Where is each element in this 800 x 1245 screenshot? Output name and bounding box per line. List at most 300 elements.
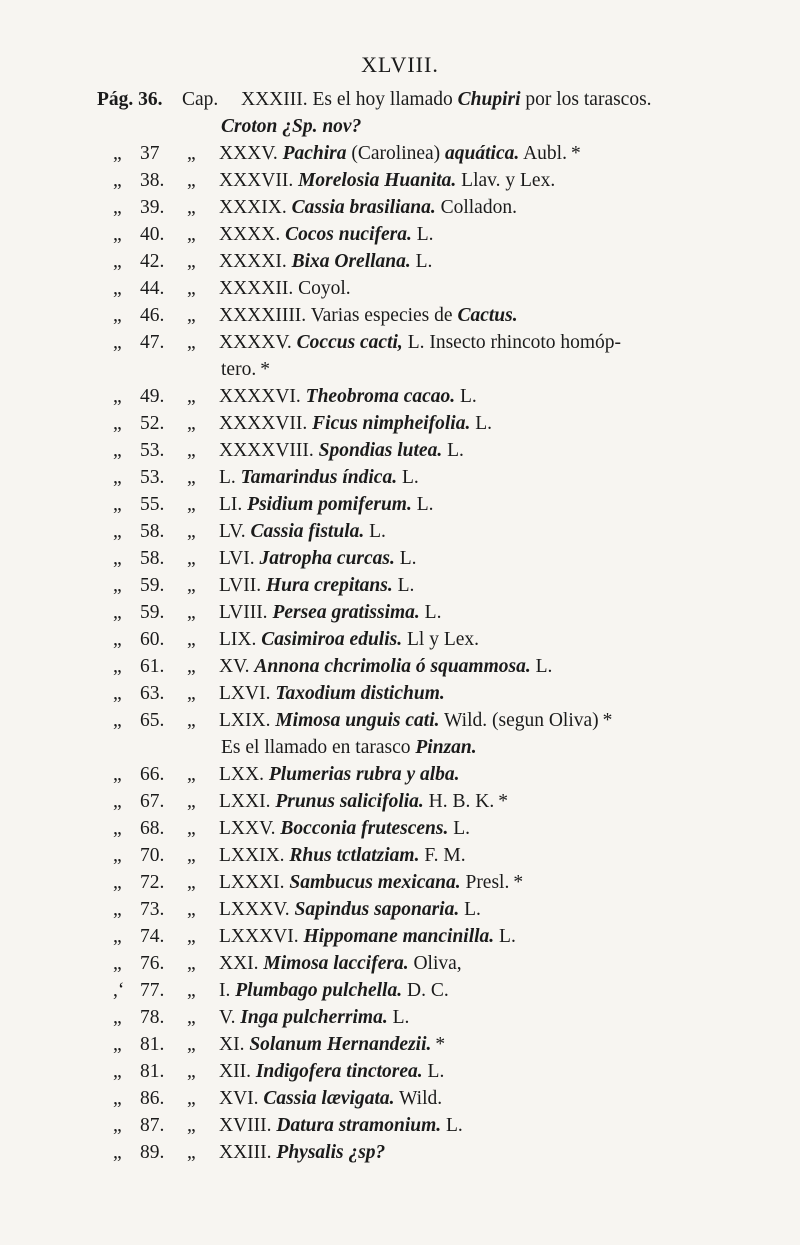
entry-text-after: Llav. y Lex. <box>456 170 556 191</box>
ditto-mark: „ <box>113 1007 122 1028</box>
entry-text-italic: Hura crepitans. <box>265 575 393 596</box>
ditto-mark: „ <box>113 926 122 947</box>
entry-text-plain: Es el llamado en tarasco <box>221 737 416 758</box>
ditto-mark: „ <box>187 899 196 920</box>
entry-text-italic: Coccus cacti, <box>296 332 403 353</box>
entry-row <box>0 1004 800 1031</box>
entry-continuation <box>0 734 800 761</box>
ditto-mark: „ <box>113 305 122 326</box>
page-number: 65. <box>140 710 165 731</box>
entry-text-plain: LXXV. <box>219 818 281 839</box>
ditto-mark: „ <box>187 764 196 785</box>
entry-text-plain: XXXV. <box>219 143 283 164</box>
entry-text <box>219 140 581 167</box>
entry-text <box>219 1058 444 1085</box>
entry-text-italic: Cassia brasiliana. <box>291 197 436 218</box>
entry-text <box>219 275 351 302</box>
ditto-mark: „ <box>187 170 196 191</box>
entry-first <box>0 86 800 113</box>
entry-text-after: L. <box>494 926 516 947</box>
entry-text-plain: LIX. <box>219 629 262 650</box>
entry-text <box>219 842 466 869</box>
entry-text-italic: Sambucus mexicana. <box>289 872 461 893</box>
ditto-mark: „ <box>187 656 196 677</box>
entry-row <box>0 761 800 788</box>
entry-row <box>0 815 800 842</box>
ditto-mark: „ <box>113 386 122 407</box>
entry-text-plain: LXXXI. <box>219 872 290 893</box>
cap-label: Cap. <box>182 89 219 110</box>
ditto-mark: „ <box>187 332 196 353</box>
ditto-mark: „ <box>187 521 196 542</box>
entry-text-italic: Prunus salicifolia. <box>275 791 424 812</box>
entry-text-italic: Spondias lutea. <box>318 440 443 461</box>
page-number: 61. <box>140 656 165 677</box>
ditto-mark: „ <box>113 170 122 191</box>
entry-text-plain: LXX. <box>219 764 269 785</box>
entry-row <box>0 221 800 248</box>
page-number: 74. <box>140 926 165 947</box>
entry-text-after: Wild. (segun Oliva) <box>439 710 599 731</box>
entry-text-italic: Datura stramonium. <box>276 1115 442 1136</box>
entry-text-after: F. M. <box>419 845 466 866</box>
ditto-mark: „ <box>187 1115 196 1136</box>
entry-text-plain: LVI. <box>219 548 260 569</box>
ditto-mark: „ <box>113 467 122 488</box>
entry-text-after: Oliva, <box>408 953 462 974</box>
entry-text <box>219 248 432 275</box>
ditto-mark: „ <box>113 278 122 299</box>
entry-text-italic: Rhus tctlatziam. <box>289 845 420 866</box>
entry-text <box>219 788 508 815</box>
entry-text-italic: Chupiri <box>457 89 521 110</box>
entry-text <box>219 572 414 599</box>
ditto-mark: „ <box>187 575 196 596</box>
entry-text-plain: I. <box>219 980 236 1001</box>
asterisk-mark: * <box>498 791 508 812</box>
asterisk-mark: * <box>513 872 524 893</box>
entry-text-after-2: Aubl. <box>519 143 567 164</box>
entry-row <box>0 680 800 707</box>
entry-text-italic: Taxodium distichum. <box>275 683 445 704</box>
page-number: 78. <box>140 1007 165 1028</box>
page-header: XLVIII. <box>361 52 439 77</box>
entry-text-after: L. <box>419 602 442 623</box>
entry-text-plain: XXXXVII. <box>219 413 313 434</box>
entry-text-plain: LXVI. <box>219 683 276 704</box>
page-number: 44. <box>140 278 165 299</box>
ditto-mark: „ <box>113 872 122 893</box>
entry-text <box>219 329 621 356</box>
entry-text-plain: LVII. <box>219 575 266 596</box>
page-number: 55. <box>140 494 165 515</box>
entry-text-after: H. B. K. <box>423 791 495 812</box>
page-number: 53. <box>140 440 165 461</box>
entry-text <box>219 302 518 329</box>
entry-row <box>0 545 800 572</box>
ditto-mark: „ <box>187 629 196 650</box>
entry-text <box>219 869 523 896</box>
entry-text-plain: XXXVII. <box>219 170 299 191</box>
ditto-mark: „ <box>187 683 196 704</box>
ditto-mark: „ <box>113 1034 122 1055</box>
entry-text-plain: V. <box>219 1007 241 1028</box>
entry-row <box>0 869 800 896</box>
entry-row <box>0 1139 800 1166</box>
page-number: 59. <box>140 575 165 596</box>
asterisk-mark: * <box>260 359 270 380</box>
entry-row <box>0 950 800 977</box>
entry-text-plain: XII. <box>219 1061 256 1082</box>
entry-row <box>0 1031 800 1058</box>
entry-text-italic: Annona chcrimolia ó squammosa. <box>254 656 531 677</box>
entry-row <box>0 1058 800 1085</box>
page-number: 63. <box>140 683 165 704</box>
entry-text-after: L. <box>364 521 386 542</box>
page-number: 52. <box>140 413 165 434</box>
entry-text <box>221 356 270 383</box>
entry-text-plain: LXXI. <box>219 791 276 812</box>
entry-text <box>219 1085 442 1112</box>
page-number: 49. <box>140 386 165 407</box>
page-number: 81. <box>140 1034 165 1055</box>
entry-text-after: L. <box>459 899 481 920</box>
entry-text-italic: Physalis ¿sp? <box>276 1142 386 1163</box>
ditto-mark: „ <box>187 1061 196 1082</box>
ditto-mark: „ <box>113 143 122 164</box>
entry-text-plain: LVIII. <box>219 602 273 623</box>
ditto-mark: „ <box>113 1142 122 1163</box>
entry-row <box>0 977 800 1004</box>
asterisk-mark: * <box>435 1034 446 1055</box>
entry-text-italic: Cocos nucifera. <box>285 224 412 245</box>
entry-text-italic: Hippomane mancinilla. <box>303 926 495 947</box>
page-number: 68. <box>140 818 165 839</box>
entry-text-plain: XXXXVIII. <box>219 440 319 461</box>
page-number: 53. <box>140 467 165 488</box>
ditto-mark: „ <box>187 548 196 569</box>
entry-text-after: L. <box>422 1061 445 1082</box>
entry-row <box>0 491 800 518</box>
entry-row <box>0 896 800 923</box>
entry-text <box>219 545 417 572</box>
entry-text-italic: Ficus nimpheifolia. <box>312 413 471 434</box>
page-number: 58. <box>140 548 165 569</box>
ditto-mark: „ <box>187 386 196 407</box>
entry-text <box>219 599 441 626</box>
entry-text <box>219 1031 445 1058</box>
ditto-mark: „ <box>113 197 122 218</box>
ditto-mark: „ <box>187 197 196 218</box>
page-number: 39. <box>140 197 165 218</box>
ditto-mark: „ <box>113 440 122 461</box>
entry-text-after: por los tarascos. <box>520 89 652 110</box>
ditto-mark: „ <box>113 629 122 650</box>
entry-text-plain: tero. <box>221 359 257 380</box>
ditto-mark: „ <box>113 602 122 623</box>
ditto-mark: „ <box>113 899 122 920</box>
entry-text-plain: XVIII. <box>219 1115 277 1136</box>
ditto-mark: „ <box>187 602 196 623</box>
page-number: 76. <box>140 953 165 974</box>
entries-list <box>0 86 800 1166</box>
entry-row <box>0 437 800 464</box>
ditto-mark: „ <box>113 818 122 839</box>
entry-row <box>0 653 800 680</box>
ditto-mark: „ <box>187 1142 196 1163</box>
ditto-mark: „ <box>113 548 122 569</box>
ditto-mark: „ <box>187 305 196 326</box>
entry-text <box>219 464 419 491</box>
entry-text-after: Ll y Lex. <box>402 629 480 650</box>
entry-text-italic: Sapindus saponaria. <box>294 899 460 920</box>
ditto-mark: „ <box>113 1115 122 1136</box>
entry-row <box>0 140 800 167</box>
asterisk-mark: * <box>570 143 581 164</box>
page-number: 46. <box>140 305 165 326</box>
entry-text-after: (Carolinea) <box>346 143 446 164</box>
entry-row <box>0 788 800 815</box>
entry-text <box>219 896 481 923</box>
entry-row <box>0 167 800 194</box>
ditto-mark: ,‘ <box>113 980 125 1001</box>
entry-text <box>219 950 462 977</box>
entry-text-after: L. <box>411 224 434 245</box>
entry-row <box>0 572 800 599</box>
entry-text <box>221 734 477 761</box>
entry-text-italic: Tamarindus índica. <box>240 467 398 488</box>
page-number: 73. <box>140 899 165 920</box>
ditto-mark: „ <box>187 143 196 164</box>
entry-text <box>219 761 460 788</box>
entry-text <box>219 977 449 1004</box>
entry-text-italic: Bixa Orellana. <box>291 251 411 272</box>
entry-row <box>0 248 800 275</box>
ditto-mark: „ <box>187 467 196 488</box>
ditto-mark: „ <box>113 332 122 353</box>
entry-text-after: L. <box>387 1007 410 1028</box>
entry-text <box>219 167 555 194</box>
ditto-mark: „ <box>187 872 196 893</box>
ditto-mark: „ <box>113 710 122 731</box>
entry-text-after: D. C. <box>402 980 449 1001</box>
entry-text-after: L. <box>394 548 417 569</box>
ditto-mark: „ <box>113 251 122 272</box>
entry-text <box>219 410 492 437</box>
entry-row <box>0 599 800 626</box>
ditto-mark: „ <box>187 845 196 866</box>
entry-text-after: L. <box>448 818 470 839</box>
page-number: 72. <box>140 872 165 893</box>
ditto-mark: „ <box>113 791 122 812</box>
ditto-mark: „ <box>187 1034 196 1055</box>
page-number: 67. <box>140 791 165 812</box>
page-number: 89. <box>140 1142 165 1163</box>
entry-text-italic: Pachira <box>282 143 347 164</box>
entry-text-italic: Psidium pomiferum. <box>247 494 412 515</box>
page-number: 38. <box>140 170 165 191</box>
entry-text-after: L. <box>441 1115 463 1136</box>
ditto-mark: „ <box>113 1088 122 1109</box>
page-number: 59. <box>140 602 165 623</box>
entry-row <box>0 1112 800 1139</box>
ditto-mark: „ <box>113 656 122 677</box>
entry-text-italic: Cactus. <box>457 305 518 326</box>
entry-text-plain: LXXXVI. <box>219 926 304 947</box>
entry-text-plain: XXXIX. <box>219 197 292 218</box>
entry-text-italic: Persea gratissima. <box>272 602 420 623</box>
page-number: 60. <box>140 629 165 650</box>
entry-text-after: L. <box>392 575 415 596</box>
ditto-mark: „ <box>113 1061 122 1082</box>
page-number: 66. <box>140 764 165 785</box>
entry-text-after: L. <box>397 467 419 488</box>
ditto-mark: „ <box>113 575 122 596</box>
entry-text-italic: Bocconia frutescens. <box>280 818 449 839</box>
entry-text-italic: Solanum Hernandezii. <box>249 1034 432 1055</box>
entry-text-after: L. <box>455 386 477 407</box>
entry-text <box>219 626 479 653</box>
entry-text <box>221 113 361 140</box>
entry-text-plain: XXXXI. <box>219 251 292 272</box>
entry-text-italic: Theobroma cacao. <box>305 386 456 407</box>
ditto-mark: „ <box>187 818 196 839</box>
entry-text-after: L. <box>442 440 464 461</box>
entry-text-italic: Cassia fistula. <box>250 521 365 542</box>
entry-text-after: Colladon. <box>435 197 517 218</box>
entry-text-plain: LXIX. <box>219 710 276 731</box>
entry-text <box>219 923 516 950</box>
entry-text-italic: Plumerias rubra y alba. <box>268 764 460 785</box>
entry-text-plain: XXXX. <box>219 224 286 245</box>
entry-row <box>0 410 800 437</box>
entry-text-after: L. Insecto rhincoto homóp- <box>402 332 622 353</box>
entry-text <box>219 518 386 545</box>
entry-row <box>0 194 800 221</box>
entry-text <box>219 815 470 842</box>
ditto-mark: „ <box>113 683 122 704</box>
entry-text-plain: XVI. <box>219 1088 264 1109</box>
entry-text-italic: Inga pulcherrima. <box>240 1007 388 1028</box>
ditto-mark: „ <box>187 494 196 515</box>
entry-text <box>219 680 445 707</box>
entry-text-italic: Mimosa unguis cati. <box>275 710 440 731</box>
entry-row <box>0 923 800 950</box>
entry-row <box>0 842 800 869</box>
page-number: 86. <box>140 1088 165 1109</box>
ditto-mark: „ <box>113 413 122 434</box>
page-number: 40. <box>140 224 165 245</box>
entry-text <box>219 221 434 248</box>
entry-continuation <box>0 356 800 383</box>
entry-text <box>241 86 652 113</box>
entry-text <box>219 1004 409 1031</box>
entry-continuation <box>0 113 800 140</box>
entry-row <box>0 518 800 545</box>
entry-text-italic: Cassia lævigata. <box>263 1088 395 1109</box>
entry-text-plain: XXI. <box>219 953 264 974</box>
entry-text <box>219 707 612 734</box>
entry-text <box>219 194 517 221</box>
page-label: Pág. 36. <box>97 89 163 110</box>
entry-text <box>219 1139 385 1166</box>
entry-text-plain: LXXIX. <box>219 845 290 866</box>
ditto-mark: „ <box>113 764 122 785</box>
ditto-mark: „ <box>113 224 122 245</box>
entry-text-plain: LI. <box>219 494 248 515</box>
entry-text-italic-2: aquática. <box>445 143 520 164</box>
entry-text-after: L. <box>470 413 493 434</box>
entry-row <box>0 1085 800 1112</box>
entry-row <box>0 626 800 653</box>
ditto-mark: „ <box>187 413 196 434</box>
ditto-mark: „ <box>187 251 196 272</box>
entry-text-plain: XI. <box>219 1034 250 1055</box>
ditto-mark: „ <box>187 440 196 461</box>
entry-text <box>219 491 434 518</box>
entry-row <box>0 383 800 410</box>
entry-row <box>0 302 800 329</box>
ditto-mark: „ <box>113 845 122 866</box>
entry-text-plain: XV. <box>219 656 255 677</box>
ditto-mark: „ <box>187 278 196 299</box>
entry-text <box>219 383 477 410</box>
entry-text-plain: LXXXV. <box>219 899 295 920</box>
page-number: 37 <box>140 143 160 164</box>
ditto-mark: „ <box>187 224 196 245</box>
entry-row <box>0 707 800 734</box>
entry-text-plain: XXIII. <box>219 1142 277 1163</box>
entry-text-italic: Jatropha curcas. <box>259 548 395 569</box>
ditto-mark: „ <box>187 710 196 731</box>
entry-text <box>219 437 464 464</box>
ditto-mark: „ <box>187 953 196 974</box>
entry-text-italic: Croton ¿Sp. nov? <box>221 116 362 137</box>
entry-text-after: Presl. <box>460 872 510 893</box>
entry-text <box>219 1112 463 1139</box>
entry-text-italic: Casimiroa edulis. <box>261 629 403 650</box>
entry-text-after: L. <box>530 656 553 677</box>
entry-text-after: Wild. <box>394 1088 443 1109</box>
page-number: 47. <box>140 332 165 353</box>
ditto-mark: „ <box>113 953 122 974</box>
page-number: 87. <box>140 1115 165 1136</box>
entry-text-plain: XXXXV. <box>219 332 297 353</box>
ditto-mark: „ <box>187 1007 196 1028</box>
entry-row <box>0 464 800 491</box>
entry-text-plain: XXXIII. Es el hoy llamado <box>241 89 458 110</box>
asterisk-mark: * <box>602 710 613 731</box>
entry-text-after: L. <box>411 494 434 515</box>
ditto-mark: „ <box>187 980 196 1001</box>
entry-row <box>0 275 800 302</box>
entry-text-plain: XXXXIIII. Varias especies de <box>219 305 458 326</box>
entry-text-plain: LV. <box>219 521 251 542</box>
page-number: 81. <box>140 1061 165 1082</box>
ditto-mark: „ <box>113 521 122 542</box>
page-number: 42. <box>140 251 165 272</box>
page-number: 58. <box>140 521 165 542</box>
entry-text-italic: Plumbago pulchella. <box>235 980 403 1001</box>
entry-text <box>219 653 552 680</box>
entry-text-italic: Pinzan. <box>415 737 477 758</box>
entry-text-italic: Morelosia Huanita. <box>298 170 457 191</box>
entry-text-plain: XXXXVI. <box>219 386 306 407</box>
page-number: 70. <box>140 845 165 866</box>
ditto-mark: „ <box>113 494 122 515</box>
entry-text-italic: Indigofera tinctorea. <box>255 1061 423 1082</box>
entry-text-italic: Mimosa laccifera. <box>263 953 409 974</box>
